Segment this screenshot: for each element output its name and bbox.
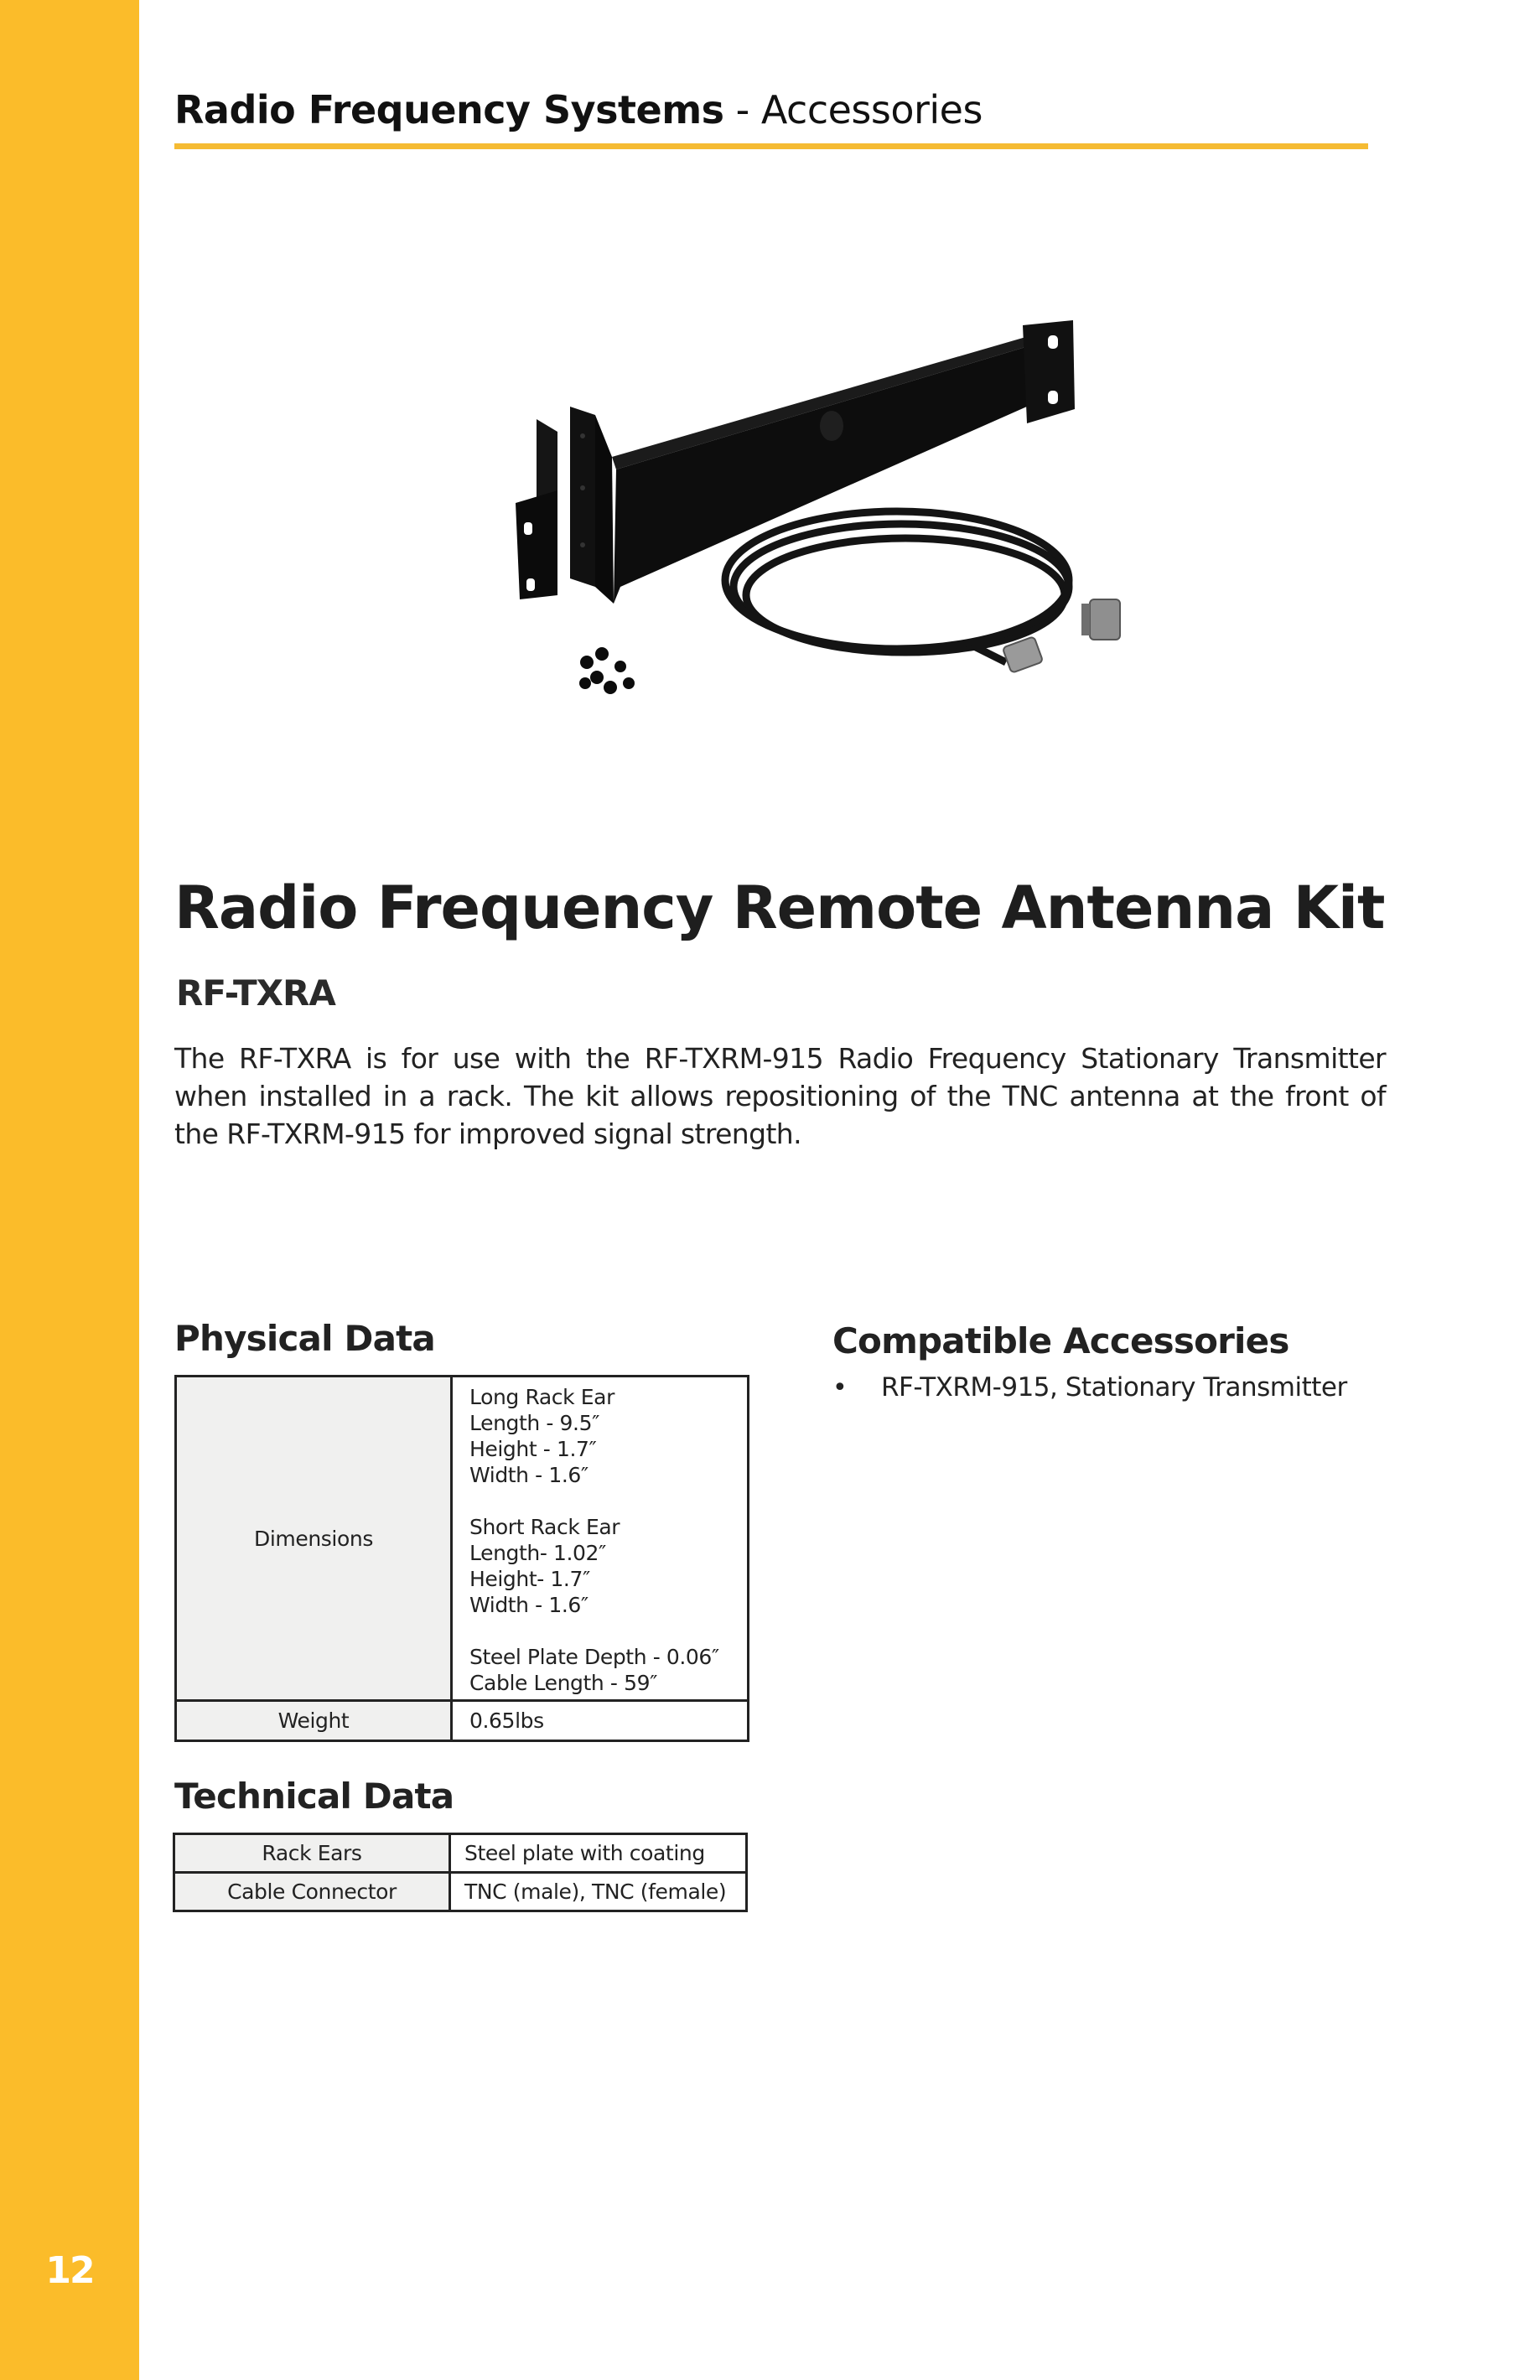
page-header xyxy=(174,87,983,132)
table-row-dimensions xyxy=(176,1377,749,1701)
header-divider xyxy=(174,143,1368,149)
product-model: RF-TXRA xyxy=(176,972,335,1014)
compatible-accessories-heading: Compatible Accessories xyxy=(832,1320,1289,1361)
weight-value: 0.65lbs xyxy=(452,1701,749,1741)
dim-line: Length- 1.02″ xyxy=(469,1541,607,1565)
cable-connector-label: Cable Connector xyxy=(174,1873,450,1911)
antenna-cable xyxy=(725,511,1069,662)
dim-line: Width - 1.6″ xyxy=(469,1463,589,1487)
rack-ears-label: Rack Ears xyxy=(174,1834,450,1873)
rack-ears-value: Steel plate with coating xyxy=(450,1834,747,1873)
short-rack-ear-dimensions xyxy=(469,1514,747,1618)
cable-connector-value: TNC (male), TNC (female) xyxy=(450,1873,747,1911)
accessory-label: RF-TXRM-915, Stationary Transmitter xyxy=(881,1372,1347,1403)
dim-line: Steel Plate Depth - 0.06″ xyxy=(469,1645,719,1669)
short-rack-ear xyxy=(516,419,557,599)
technical-data-heading: Technical Data xyxy=(174,1776,454,1817)
table-row-weight xyxy=(176,1701,749,1741)
compatible-accessories-list xyxy=(832,1372,1347,1403)
header-separator: - xyxy=(723,87,761,132)
technical-data-table xyxy=(173,1833,748,1912)
dim-line: Height - 1.7″ xyxy=(469,1437,597,1461)
header-title-regular: Accessories xyxy=(760,87,983,132)
long-rack-ear xyxy=(570,320,1075,604)
dimensions-label: Dimensions xyxy=(176,1377,452,1701)
table-row xyxy=(174,1873,747,1911)
weight-label: Weight xyxy=(176,1701,452,1741)
physical-data-heading: Physical Data xyxy=(174,1318,435,1359)
dim-line: Cable Length - 59″ xyxy=(469,1671,658,1695)
bullet-icon: • xyxy=(832,1372,848,1403)
dim-line: Height- 1.7″ xyxy=(469,1567,590,1591)
sidebar-accent-bar xyxy=(0,0,139,2380)
long-rack-ear-dimensions xyxy=(469,1384,747,1488)
list-item xyxy=(832,1372,1347,1403)
dimensions-value xyxy=(452,1377,749,1701)
table-row xyxy=(174,1834,747,1873)
plate-cable-dimensions xyxy=(469,1644,747,1696)
physical-data-table xyxy=(174,1375,749,1742)
dim-line: Length - 9.5″ xyxy=(469,1411,600,1435)
product-title: Radio Frequency Remote Antenna Kit xyxy=(174,874,1385,942)
product-description: The RF-TXRA is for use with the RF-TXRM-915 Radio Frequency Stationary Transmitter when installed in a rack. The kit allows repositioning of the TNC antenna at the front of the RF-TXRM-915 for improved signal strength. xyxy=(174,1042,1386,1150)
rack-kit-illustration xyxy=(503,310,1140,713)
dim-line: Long Rack Ear xyxy=(469,1385,614,1409)
dim-line: Width - 1.6″ xyxy=(469,1593,589,1617)
page-number: 12 xyxy=(45,2249,94,2292)
product-image xyxy=(503,310,1140,713)
dim-line: Short Rack Ear xyxy=(469,1515,620,1539)
screws xyxy=(579,647,635,694)
header-title-bold: Radio Frequency Systems xyxy=(174,87,724,132)
